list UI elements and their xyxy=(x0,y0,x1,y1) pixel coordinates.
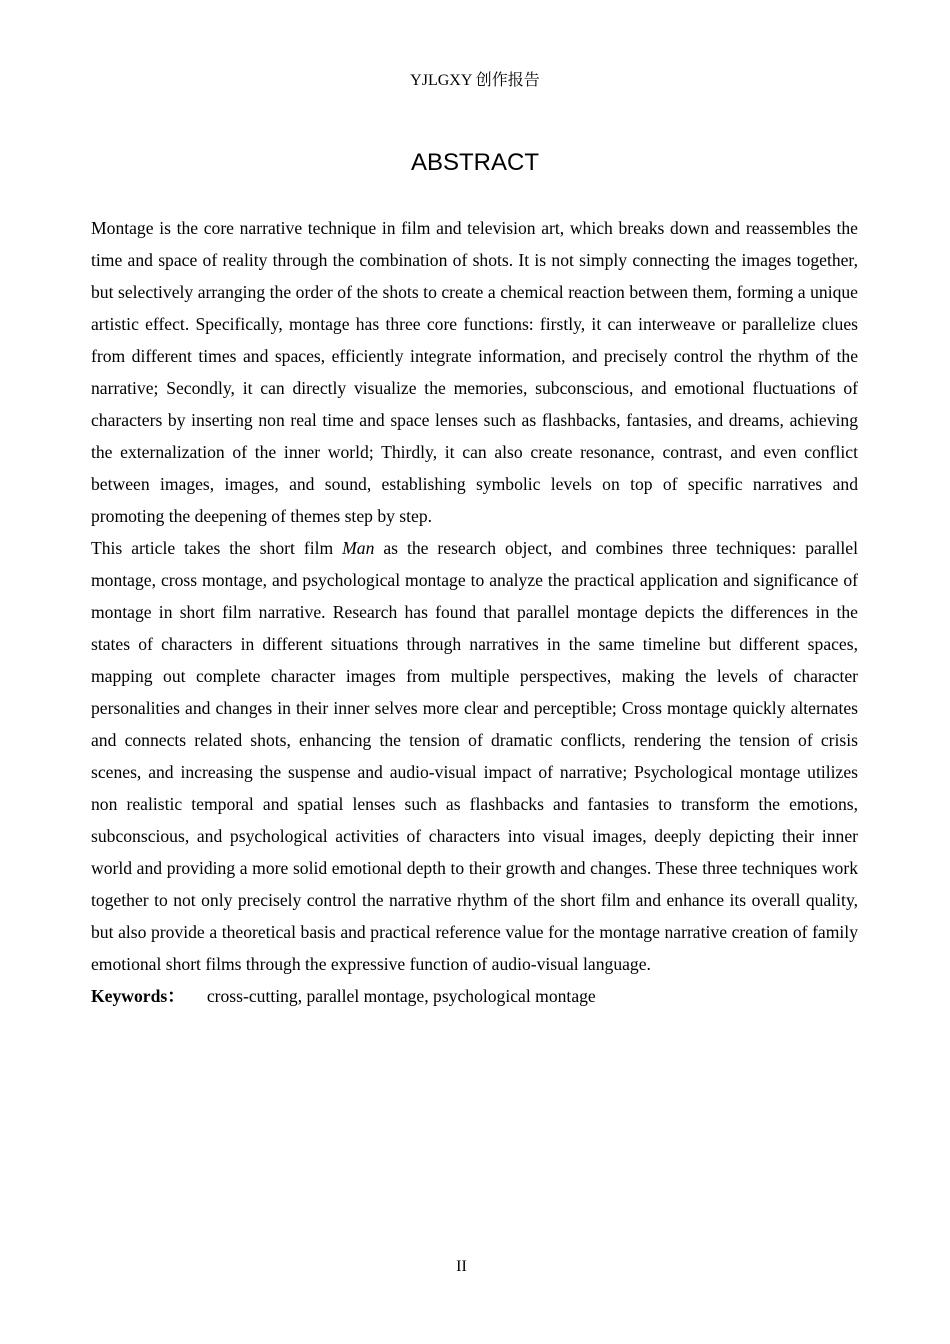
abstract-paragraph-1: Montage is the core narrative technique in film and television art, which breaks down and reassembles the time and space of reality through the combination of shots. It is not simply connecting the images together, but selectively arranging the order of the shots to create a chemical reaction between them, forming a unique artistic effect. Specifically, montage has three core functions: firstly, it can interweave or parallelize clues from different times and spaces, efficiently integrate information, and precisely control the rhythm of the narrative; Secondly, it can directly visualize the memories, subconscious, and emotional fluctuations of characters by inserting non real time and space lenses such as flashbacks, fantasies, and dreams, achieving the externalization of the inner world; Thirdly, it can also create resonance, contrast, and even conflict between images, images, and sound, establishing symbolic levels on top of specific narratives and promoting the deepening of themes step by step. xyxy=(91,218,858,526)
abstract-body xyxy=(91,212,858,1012)
abstract-title: ABSTRACT xyxy=(410,149,539,176)
running-header: YJLGXY 创作报告 xyxy=(410,72,540,89)
keywords-line xyxy=(91,980,858,1012)
page-number: II xyxy=(456,1258,467,1275)
paragraph-2-lead: This article takes the short film xyxy=(91,538,343,558)
keywords-text: cross-cutting, parallel montage, psychological montage xyxy=(206,986,596,1006)
paragraph-2-rest: as the research object, and combines three techniques: parallel montage, cross montage, and psychological montage to analyze the practical application and significance of montage in short film narrative. Research has found that parallel montage depicts the differences in the states of characters in different situations through narratives in the same timeline but different spaces, mapping out complete character images from multiple perspectives, making the levels of character personalities and changes in their inner selves more clear and perceptible; Cross montage quickly alternates and connects related shots, enhancing the tension of dramatic conflicts, rendering the tension of crisis scenes, and increasing the suspense and audio-visual impact of narrative; Psychological montage utilizes non realistic temporal and spatial lenses such as flashbacks and fantasies to transform the emotions, subconscious, and psychological activities of characters into visual images, deeply depicting their inner world and providing a more solid emotional depth to their growth and changes. These three techniques work together to not only precisely control the narrative rhythm of the short film and enhance its overall quality, but also provide a theoretical basis and practical reference value for the montage narrative creation of family emotional short films through the expressive function of audio-visual language. xyxy=(91,538,858,974)
abstract-paragraph-2 xyxy=(91,532,858,980)
film-title: Man xyxy=(342,538,375,558)
keywords-label: Keywords： xyxy=(91,986,185,1006)
